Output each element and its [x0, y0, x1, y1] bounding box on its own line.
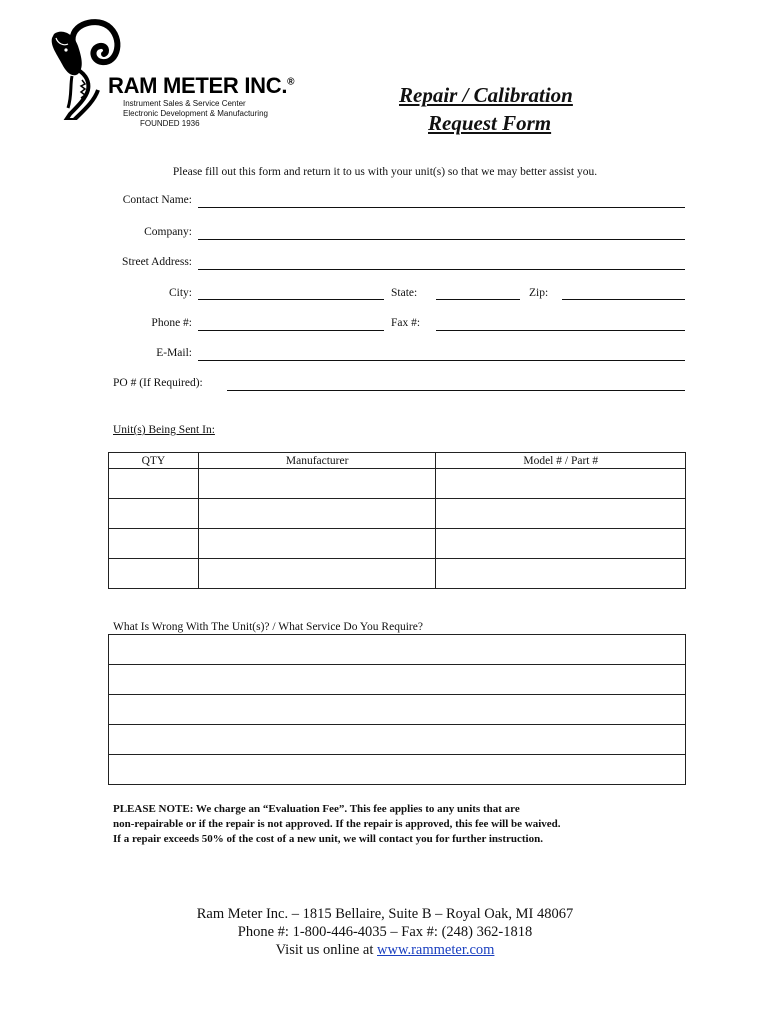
- units-heading: Unit(s) Being Sent In:: [113, 424, 215, 436]
- company-label: Company:: [144, 226, 192, 238]
- email-label: E-Mail:: [156, 347, 192, 359]
- service-line[interactable]: [109, 695, 686, 725]
- model-cell[interactable]: [436, 499, 686, 529]
- note-line: non-repairable or if the repair is not approved. If the repair is approved, this fee will be waived.: [113, 818, 561, 830]
- note-line: PLEASE NOTE: We charge an “Evaluation Fee”. This fee applies to any units that are: [113, 803, 520, 815]
- company-field[interactable]: [198, 239, 685, 240]
- ram-logo-icon: [44, 16, 126, 120]
- model-cell[interactable]: [436, 529, 686, 559]
- phone-label: Phone #:: [151, 317, 192, 329]
- model-cell[interactable]: [436, 559, 686, 589]
- manufacturer-cell[interactable]: [198, 499, 436, 529]
- state-field[interactable]: [436, 299, 520, 300]
- service-table: [108, 634, 686, 785]
- fax-label: Fax #:: [391, 317, 421, 329]
- qty-cell[interactable]: [109, 559, 199, 589]
- units-header-row: [109, 453, 686, 469]
- zip-field[interactable]: [562, 299, 685, 300]
- company-founded: FOUNDED 1936: [140, 119, 200, 128]
- contact-name-label: Contact Name:: [122, 194, 192, 206]
- city-field[interactable]: [198, 299, 384, 300]
- manufacturer-cell[interactable]: [198, 529, 436, 559]
- table-row: [109, 529, 686, 559]
- service-line[interactable]: [109, 635, 686, 665]
- city-label: City:: [168, 287, 192, 299]
- evaluation-fee-note: [113, 802, 673, 847]
- footer-address: Ram Meter Inc. – 1815 Bellaire, Suite B – Royal Oak, MI 48067: [196, 906, 574, 922]
- model-column-header: Model # / Part #: [436, 453, 686, 469]
- units-table: [108, 452, 686, 589]
- manufacturer-column-header: Manufacturer: [198, 453, 436, 469]
- service-heading: What Is Wrong With The Unit(s)? / What Service Do You Require?: [113, 621, 423, 633]
- qty-cell[interactable]: [109, 529, 199, 559]
- note-line: If a repair exceeds 50% of the cost of a new unit, we will contact you for further instruction.: [113, 833, 543, 845]
- street-address-field[interactable]: [198, 269, 685, 270]
- qty-cell[interactable]: [109, 499, 199, 529]
- service-row: [109, 695, 686, 725]
- company-name: RAM METER INC.®: [108, 73, 295, 98]
- table-row: [109, 559, 686, 589]
- street-address-label: Street Address:: [122, 256, 192, 268]
- qty-cell[interactable]: [109, 469, 199, 499]
- company-tagline: Instrument Sales & Service Center: [123, 99, 246, 108]
- visit-text: Visit us online at: [275, 942, 377, 958]
- table-row: [109, 499, 686, 529]
- website-link[interactable]: www.rammeter.com: [377, 942, 495, 958]
- company-tagline: Electronic Development & Manufacturing: [123, 109, 268, 118]
- email-field[interactable]: [198, 360, 685, 361]
- table-row: [109, 469, 686, 499]
- intro-text: Please fill out this form and return it to us with your unit(s) so that we may better assist you.: [172, 166, 598, 178]
- service-row: [109, 725, 686, 755]
- po-field[interactable]: [227, 390, 685, 391]
- qty-column-header: QTY: [109, 453, 199, 469]
- contact-name-field[interactable]: [198, 207, 685, 208]
- model-cell[interactable]: [436, 469, 686, 499]
- service-row: [109, 635, 686, 665]
- fax-field[interactable]: [436, 330, 685, 331]
- form-title: Repair / Calibration: [399, 83, 573, 107]
- footer-website: [0, 942, 770, 959]
- service-line[interactable]: [109, 755, 686, 785]
- phone-field[interactable]: [198, 330, 384, 331]
- zip-label: Zip:: [529, 287, 549, 299]
- service-line[interactable]: [109, 725, 686, 755]
- manufacturer-cell[interactable]: [198, 559, 436, 589]
- footer-phones: Phone #: 1-800-446-4035 – Fax #: (248) 362-1818: [237, 924, 533, 940]
- manufacturer-cell[interactable]: [198, 469, 436, 499]
- service-line[interactable]: [109, 665, 686, 695]
- service-row: [109, 665, 686, 695]
- po-label: PO # (If Required):: [113, 377, 203, 389]
- service-row: [109, 755, 686, 785]
- form-subtitle: Request Form: [428, 111, 552, 135]
- state-label: State:: [391, 287, 418, 299]
